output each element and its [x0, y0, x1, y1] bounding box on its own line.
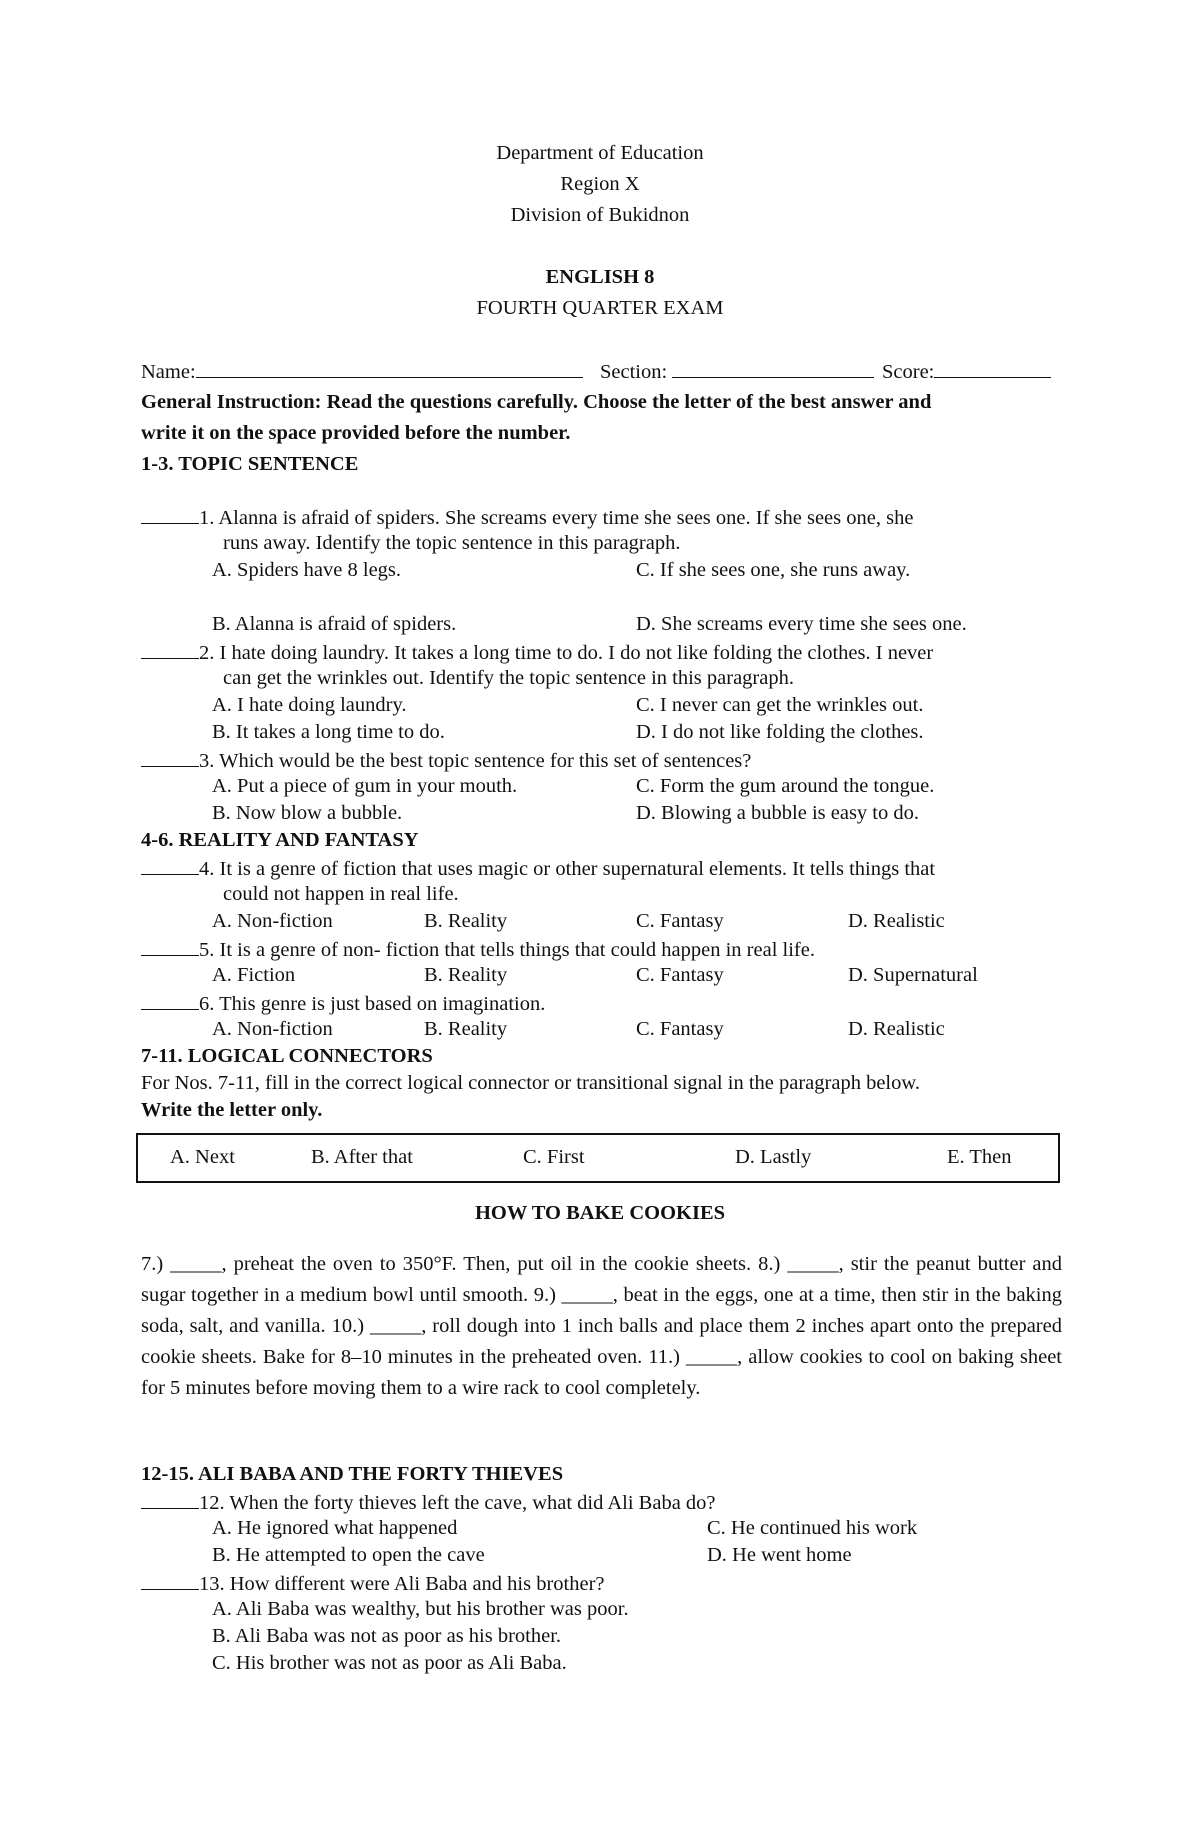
q4-option-a: A. Non-fiction — [212, 910, 333, 932]
q13-answer-blank[interactable] — [141, 1571, 199, 1590]
q3-line-1 — [141, 748, 751, 773]
connectors-instruction: For Nos. 7-11, fill in the correct logical connector or transitional signal in the paragraph below. — [141, 1072, 920, 1094]
name-blank[interactable] — [196, 359, 583, 378]
q3-option-c: C. Form the gum around the tongue. — [636, 775, 935, 797]
section-title-topic-sentence: 1-3. TOPIC SENTENCE — [141, 453, 359, 475]
q1-option-c: C. If she sees one, she runs away. — [636, 559, 911, 581]
dept-line: Department of Education — [496, 142, 704, 164]
section-title-logical-connectors: 7-11. LOGICAL CONNECTORS — [141, 1045, 433, 1067]
q1-option-d: D. She screams every time she sees one. — [636, 613, 967, 635]
q12-option-b: B. He attempted to open the cave — [212, 1544, 485, 1566]
q5-option-a: A. Fiction — [212, 964, 296, 986]
q4-text: 4. It is a genre of fiction that uses magic or other supernatural elements. It tells things that — [199, 858, 936, 880]
instruction-line-2: write it on the space provided before the number. — [141, 422, 571, 444]
q1-answer-blank[interactable] — [141, 505, 199, 524]
q5-option-c: C. Fantasy — [636, 964, 724, 986]
connector-choices-box — [136, 1133, 1060, 1183]
q13-option-a: A. Ali Baba was wealthy, but his brother was poor. — [212, 1598, 629, 1620]
q5-option-d: D. Supernatural — [848, 964, 978, 986]
score-label: Score: — [882, 361, 935, 383]
q1-option-a: A. Spiders have 8 legs. — [212, 559, 402, 581]
q3-option-a: A. Put a piece of gum in your mouth. — [212, 775, 518, 797]
q1-line-2: runs away. Identify the topic sentence in this paragraph. — [223, 532, 681, 554]
q3-text: 3. Which would be the best topic sentence for this set of sentences? — [199, 750, 752, 772]
q12-option-a: A. He ignored what happened — [212, 1517, 458, 1539]
q13-line-1 — [141, 1571, 605, 1596]
q6-option-c: C. Fantasy — [636, 1018, 724, 1040]
q2-text: 2. I hate doing laundry. It takes a long time to do. I do not like folding the clothes. I never — [199, 642, 934, 664]
q13-text: 13. How different were Ali Baba and his brother? — [199, 1573, 605, 1595]
q6-text: 6. This genre is just based on imagination. — [199, 993, 546, 1015]
q2-line-1 — [141, 640, 933, 665]
choice-d: D. Lastly — [735, 1146, 812, 1168]
q5-line-1 — [141, 937, 815, 962]
name-label: Name: — [141, 361, 196, 383]
q2-option-b: B. It takes a long time to do. — [212, 721, 445, 743]
section-title-ali-baba: 12-15. ALI BABA AND THE FORTY THIEVES — [141, 1463, 564, 1485]
q12-line-1 — [141, 1490, 716, 1515]
choice-c: C. First — [523, 1146, 585, 1168]
q1-option-b: B. Alanna is afraid of spiders. — [212, 613, 457, 635]
q12-answer-blank[interactable] — [141, 1490, 199, 1509]
score-field[interactable] — [882, 359, 1051, 384]
instruction-line-1: General Instruction: Read the questions carefully. Choose the letter of the best answer and — [141, 391, 932, 413]
section-title-reality-fantasy: 4-6. REALITY AND FANTASY — [141, 829, 419, 851]
q4-option-c: C. Fantasy — [636, 910, 724, 932]
q13-option-b: B. Ali Baba was not as poor as his brother. — [212, 1625, 562, 1647]
q4-line-1 — [141, 856, 935, 881]
q6-line-1 — [141, 991, 545, 1016]
subject-title: ENGLISH 8 — [545, 266, 655, 288]
q6-option-a: A. Non-fiction — [212, 1018, 333, 1040]
name-field[interactable] — [141, 359, 583, 384]
story-title: HOW TO BAKE COOKIES — [474, 1202, 726, 1224]
q3-answer-blank[interactable] — [141, 748, 199, 767]
q3-option-d: D. Blowing a bubble is easy to do. — [636, 802, 919, 824]
q1-line-1 — [141, 505, 913, 530]
q2-option-d: D. I do not like folding the clothes. — [636, 721, 924, 743]
q6-option-d: D. Realistic — [848, 1018, 945, 1040]
cookies-paragraph: 7.) _____, preheat the oven to 350°F. Then, put oil in the cookie sheets. 8.) _____, stir the peanut butter and sugar together in a medium bowl until smooth. 9.) _____, beat in the eggs, one at a time, then stir in the baking soda, salt, and vanilla. 10.) _____, roll dough into 1 inch balls and place them 2 inches apart onto the prepared cookie sheets. Bake for 8–10 minutes in the preheated oven. 11.) _____, allow cookies to cool on baking sheet for 5 minutes before moving them to a wire rack to cool completely. — [141, 1253, 1062, 1399]
q5-text: 5. It is a genre of non- fiction that tells things that could happen in real life. — [199, 939, 815, 961]
q4-answer-blank[interactable] — [141, 856, 199, 875]
choice-b: B. After that — [311, 1146, 413, 1168]
q2-answer-blank[interactable] — [141, 640, 199, 659]
q3-option-b: B. Now blow a bubble. — [212, 802, 403, 824]
section-field[interactable] — [600, 359, 874, 384]
q13-option-c: C. His brother was not as poor as Ali Baba. — [212, 1652, 567, 1674]
q2-line-2: can get the wrinkles out. Identify the topic sentence in this paragraph. — [223, 667, 794, 689]
q1-text: 1. Alanna is afraid of spiders. She screams every time she sees one. If she sees one, she — [199, 507, 914, 529]
q6-answer-blank[interactable] — [141, 991, 199, 1010]
exam-title: FOURTH QUARTER EXAM — [476, 297, 724, 319]
q5-option-b: B. Reality — [424, 964, 508, 986]
q2-option-a: A. I hate doing laundry. — [212, 694, 407, 716]
choice-a: A. Next — [170, 1146, 235, 1168]
section-blank[interactable] — [672, 359, 874, 378]
q2-option-c: C. I never can get the wrinkles out. — [636, 694, 924, 716]
section-label: Section: — [600, 361, 668, 383]
q4-option-b: B. Reality — [424, 910, 508, 932]
division-line: Division of Bukidnon — [510, 204, 690, 226]
choice-e: E. Then — [947, 1146, 1012, 1168]
q12-option-d: D. He went home — [707, 1544, 852, 1566]
q4-line-2: could not happen in real life. — [223, 883, 459, 905]
connectors-write-letter: Write the letter only. — [141, 1099, 323, 1121]
score-blank[interactable] — [934, 359, 1051, 378]
q12-option-c: C. He continued his work — [707, 1517, 918, 1539]
q12-text: 12. When the forty thieves left the cave, what did Ali Baba do? — [199, 1492, 716, 1514]
q6-option-b: B. Reality — [424, 1018, 508, 1040]
q5-answer-blank[interactable] — [141, 937, 199, 956]
q4-option-d: D. Realistic — [848, 910, 945, 932]
region-line: Region X — [560, 173, 640, 195]
